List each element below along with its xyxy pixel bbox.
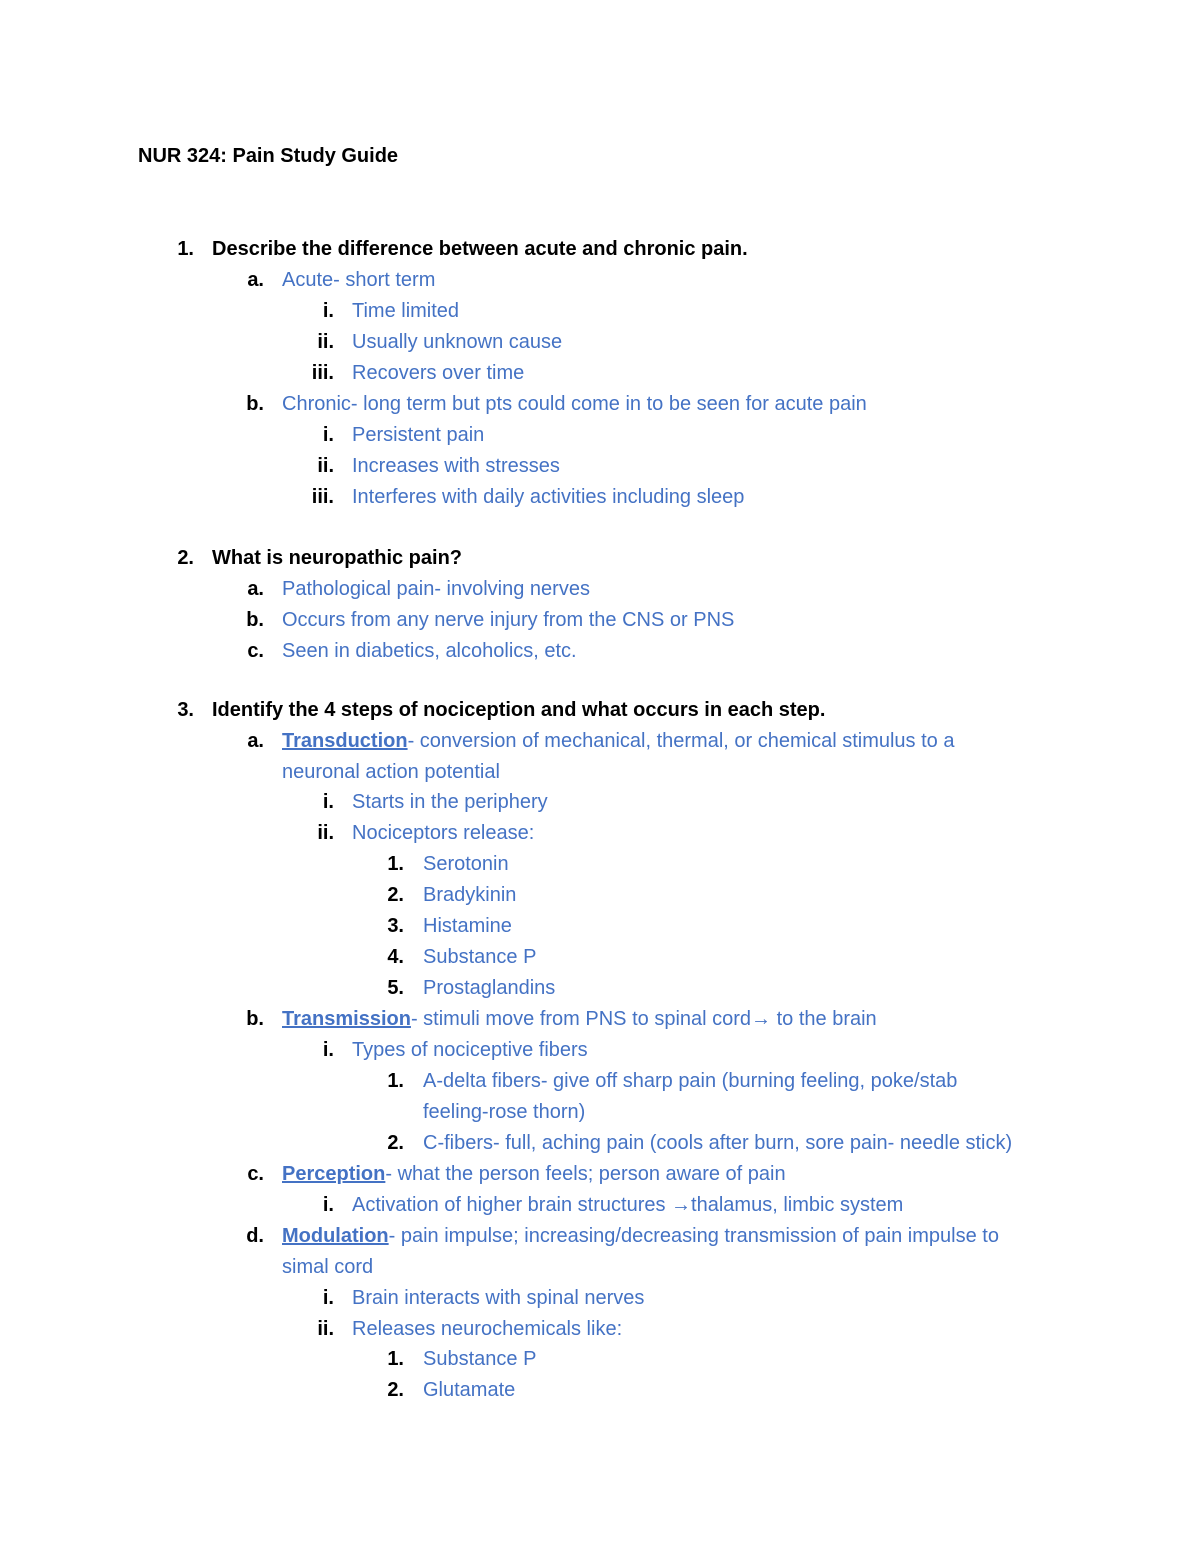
answer-line [352, 1193, 903, 1217]
answer-text: Bradykinin [423, 884, 517, 906]
answer-text: C-fibers- full, aching pain (cools after burn, sore pain- needle stick) [423, 1132, 1013, 1154]
answer-text: - pain impulse; increasing/decreasing transmission of pain impulse to [388, 1225, 999, 1247]
sub-marker: ii. [317, 455, 334, 477]
answer-text: Nociceptors release: [352, 822, 535, 844]
answer-text: Brain interacts with spinal nerves [352, 1287, 645, 1309]
arrow-right-icon: → [671, 1194, 692, 1216]
answer-text: to the brain [771, 1008, 877, 1030]
list-marker: 5. [387, 977, 404, 999]
answer-text: Usually unknown cause [352, 331, 563, 353]
answer-text: Chronic- long term but pts could come in to be seen for acute pain [282, 393, 867, 415]
answer-text: Activation of higher brain structures [352, 1194, 672, 1216]
item-marker: b. [246, 393, 264, 415]
list-marker: 1. [387, 1348, 404, 1370]
sub-marker: ii. [317, 1318, 334, 1340]
answer-text: Increases with stresses [352, 455, 560, 477]
step-modulation [282, 1224, 999, 1248]
question-marker: 2. [177, 547, 194, 569]
question-text: Describe the difference between acute and chronic pain. [212, 238, 748, 260]
step-perception [282, 1162, 786, 1186]
sub-marker: i. [322, 1194, 334, 1216]
answer-text: Substance P [423, 1348, 537, 1370]
item-marker: b. [246, 609, 264, 631]
list-marker: 1. [387, 1070, 404, 1092]
sub-marker: iii. [311, 362, 334, 384]
answer-text: - stimuli move from PNS to spinal cord [410, 1008, 752, 1030]
sub-marker: ii. [317, 331, 334, 353]
answer-text: Glutamate [423, 1379, 516, 1401]
list-marker: 2. [387, 884, 404, 906]
answer-text: Acute- short term [282, 269, 436, 291]
question-marker: 3. [177, 699, 194, 721]
term-modulation: Modulation [282, 1225, 389, 1247]
sub-marker: i. [322, 1287, 334, 1309]
list-marker: 3. [387, 915, 404, 937]
item-marker: c. [247, 640, 264, 662]
item-marker: a. [247, 730, 264, 752]
item-marker: a. [247, 269, 264, 291]
question-text: What is neuropathic pain? [212, 547, 463, 569]
answer-text: Pathological pain- involving nerves [282, 578, 590, 600]
sub-marker: i. [322, 791, 334, 813]
answer-text: feeling-rose thorn) [423, 1101, 586, 1123]
answer-text: Recovers over time [352, 362, 525, 384]
answer-text: - conversion of mechanical, thermal, or chemical stimulus to a [407, 730, 955, 752]
answer-text: Persistent pain [352, 424, 485, 446]
answer-text: Serotonin [423, 853, 509, 875]
list-marker: 2. [387, 1132, 404, 1154]
answer-text: - what the person feels; person aware of pain [385, 1163, 786, 1185]
answer-text: Occurs from any nerve injury from the CNS or PNS [282, 609, 735, 631]
list-marker: 2. [387, 1379, 404, 1401]
question-marker: 1. [177, 238, 194, 260]
answer-text: Histamine [423, 915, 512, 937]
sub-marker: ii. [317, 822, 334, 844]
answer-text: Types of nociceptive fibers [352, 1039, 588, 1061]
sub-marker: i. [322, 300, 334, 322]
term-transduction: Transduction [282, 730, 408, 752]
item-marker: d. [246, 1225, 264, 1247]
term-transmission: Transmission [282, 1008, 411, 1030]
arrow-right-icon: → [751, 1008, 772, 1030]
answer-text: Time limited [352, 300, 460, 322]
item-marker: b. [246, 1008, 264, 1030]
answer-text: Starts in the periphery [352, 791, 548, 813]
answer-text: A-delta fibers- give off sharp pain (burning feeling, poke/stab [423, 1070, 958, 1092]
term-perception: Perception [282, 1163, 386, 1185]
answer-text: Releases neurochemicals like: [352, 1318, 623, 1340]
answer-text: thalamus, limbic system [691, 1194, 904, 1216]
answer-text: Interferes with daily activities including sleep [352, 486, 745, 508]
list-marker: 4. [387, 946, 404, 968]
item-marker: a. [247, 578, 264, 600]
sub-marker: i. [322, 1039, 334, 1061]
answer-text: Substance P [423, 946, 537, 968]
step-transduction [282, 729, 954, 753]
sub-marker: iii. [311, 486, 334, 508]
step-transmission [282, 1007, 877, 1031]
question-text: Identify the 4 steps of nociception and what occurs in each step. [212, 699, 826, 721]
answer-text: Seen in diabetics, alcoholics, etc. [282, 640, 577, 662]
answer-text: simal cord [282, 1256, 374, 1278]
sub-marker: i. [322, 424, 334, 446]
answer-text: neuronal action potential [282, 761, 500, 783]
list-marker: 1. [387, 853, 404, 875]
answer-text: Prostaglandins [423, 977, 556, 999]
item-marker: c. [247, 1163, 264, 1185]
document-title: NUR 324: Pain Study Guide [138, 145, 399, 167]
